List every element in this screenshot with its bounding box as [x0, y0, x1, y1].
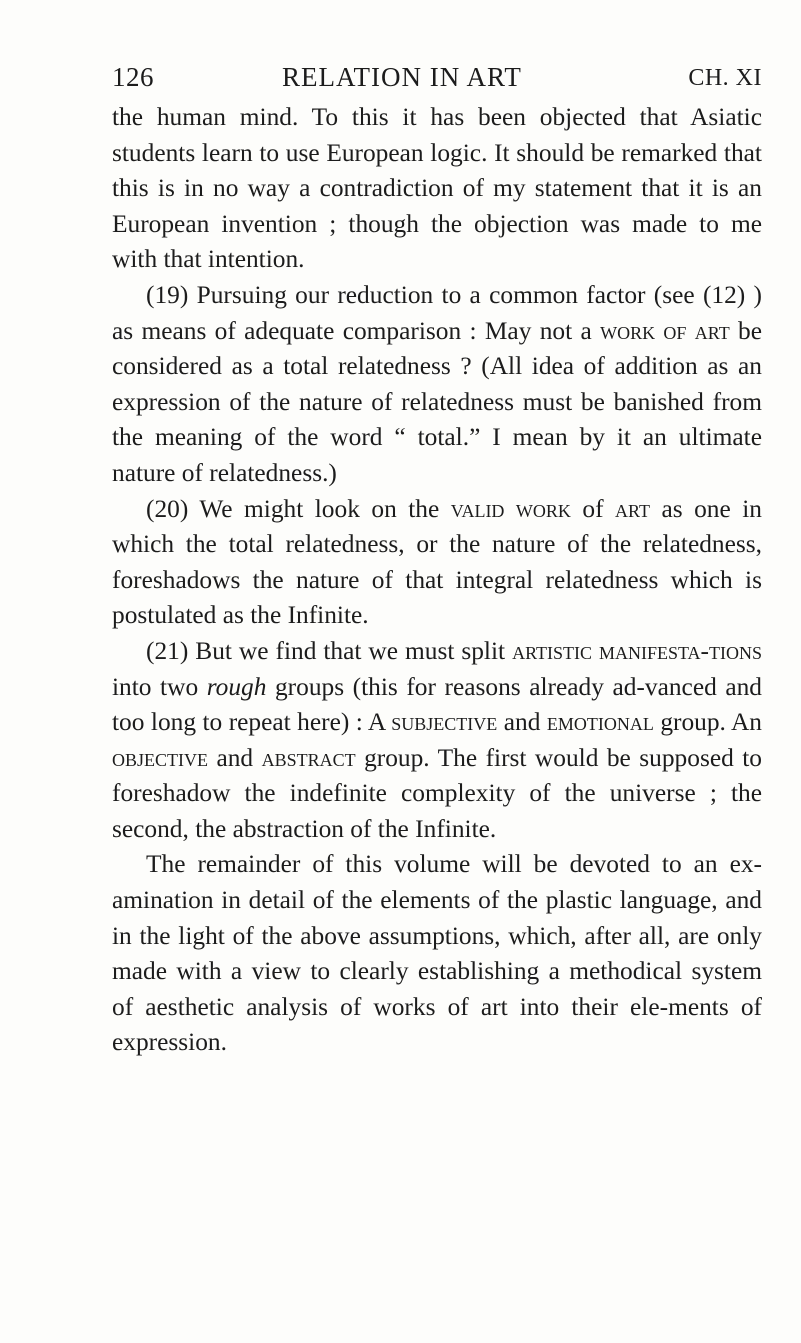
small-caps-run: abstract: [261, 743, 356, 772]
small-caps-run: subjective: [391, 708, 498, 737]
text-run: group. The first would be supposed to foreshadow the indefinite complexity of the universe ; the second, the abstraction of the Infinite.: [112, 743, 762, 843]
text-run: and: [208, 743, 262, 772]
book-page: [112, 58, 762, 1061]
text-run: (21) But we find that we must split: [146, 636, 513, 665]
text-run: groups (this for reasons already ad-vanced and too long to repeat here) : A: [112, 672, 762, 737]
text-run: and: [497, 708, 547, 737]
italic-run: rough: [206, 672, 267, 701]
small-caps-run: emotional: [546, 708, 654, 737]
small-caps-run: valid work: [450, 494, 571, 523]
text-run: into two: [112, 672, 207, 701]
running-head: [112, 58, 762, 100]
paragraph-21: [112, 634, 762, 848]
paragraph-19: [112, 278, 762, 492]
paragraph-22: The remainder of this volume will be devoted to an ex-amination in detail of the elements of the plastic language, and in the light of the above assumptions, which, after all, are only made with a view to clearly establishing a methodical system of aesthetic analysis of works of art into their ele-ments of expression.: [112, 850, 762, 1057]
small-caps-run: objective: [112, 743, 208, 772]
paragraph-20: [112, 492, 762, 634]
page-number: 126: [112, 62, 154, 92]
text-run: of: [570, 494, 616, 523]
text-run: group. An: [653, 708, 762, 737]
text-run: be considered as a total relatedness ? (All idea of addition as an expression of the nature of relatedness must be banished from the meaning of the word “ total.” I mean by it an ultimate nature of relatedness.): [112, 316, 762, 487]
text-run: (20) We might look on the: [146, 494, 451, 523]
text-run: as one in which the total relatedness, or the nature of the relatedness, foreshadows the nature of that integral relatedness which is postulated as the Infinite.: [112, 494, 762, 630]
running-title: RELATION IN ART: [282, 62, 522, 92]
text-run: (19) Pursuing our reduction to a common factor (see (12) ) as means of adequate comparison : May not a: [112, 280, 762, 345]
small-caps-run: art: [615, 494, 650, 523]
small-caps-run: artistic manifesta-tions: [512, 636, 762, 665]
paragraph-continuation: the human mind. To this it has been objected that Asiatic students learn to use European logic. It should be remarked that this is in no way a contradiction of my statement that it is an European invention ; though the objection was made to me with that intention.: [112, 103, 762, 274]
chapter-label: CH. XI: [688, 65, 762, 91]
body-text: [112, 100, 762, 1061]
small-caps-run: work of art: [600, 316, 730, 345]
